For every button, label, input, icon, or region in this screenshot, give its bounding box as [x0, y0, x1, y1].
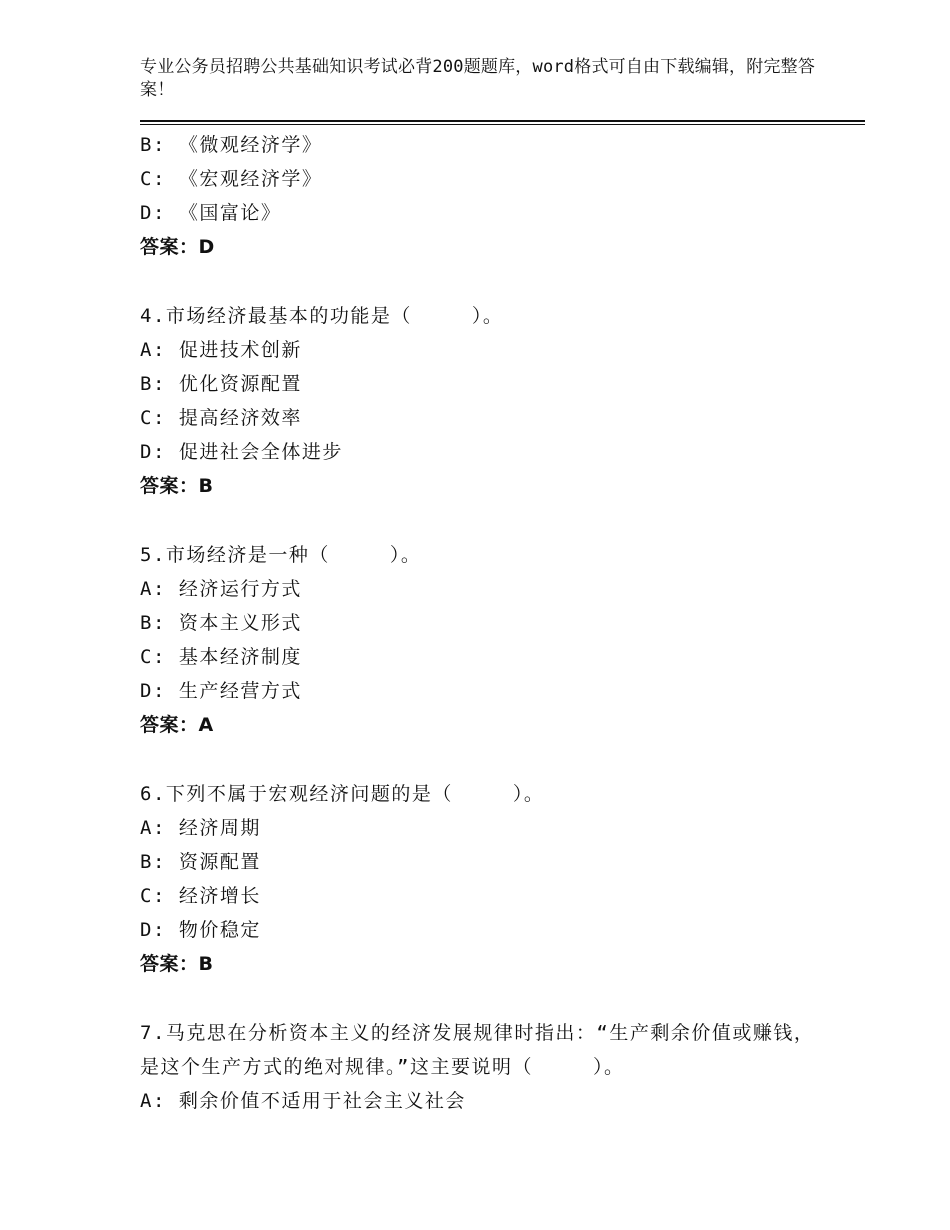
option-a: A: 经济运行方式 — [140, 578, 302, 600]
answer-label: 答案： — [140, 953, 199, 975]
question-list — [140, 128, 860, 1118]
question-stem — [140, 538, 860, 572]
question-4 — [140, 299, 860, 503]
spacer — [140, 981, 860, 1016]
answer-value: A — [198, 714, 214, 736]
stem-text: 4.市场经济最基本的功能是（ — [140, 305, 412, 327]
stem-text: 6.下列不属于宏观经济问题的是（ — [140, 783, 453, 805]
answer-line — [140, 947, 860, 981]
answer-label: 答案： — [140, 714, 199, 736]
option-d: D: 促进社会全体进步 — [140, 441, 343, 463]
question-stem — [140, 777, 860, 811]
question-6 — [140, 777, 860, 981]
spacer — [140, 742, 860, 777]
answer-label: 答案： — [140, 236, 199, 258]
option-b: B: 资本主义形式 — [140, 612, 302, 634]
stem-end: ）。 — [592, 1056, 625, 1078]
stem-end: ）。 — [389, 544, 422, 566]
header-rule-thin — [140, 124, 865, 125]
question-5 — [140, 538, 860, 742]
option-b: B: 资源配置 — [140, 851, 261, 873]
question-3-continued — [140, 128, 860, 264]
answer-line — [140, 469, 860, 503]
answer-line — [140, 708, 860, 742]
question-stem — [140, 299, 860, 333]
question-stem — [140, 1016, 820, 1084]
question-7 — [140, 1016, 860, 1118]
option-c: C: 经济增长 — [140, 885, 261, 907]
stem-end: ）。 — [471, 305, 504, 327]
option-b: B: 《微观经济学》 — [140, 134, 323, 156]
option-a: A: 经济周期 — [140, 817, 261, 839]
answer-value: B — [198, 953, 214, 975]
option-d: D: 生产经营方式 — [140, 680, 302, 702]
option-d: D: 物价稳定 — [140, 919, 261, 941]
document-header: 专业公务员招聘公共基础知识考试必背200题题库，word格式可自由下载编辑，附完整答案！ — [140, 57, 816, 100]
option-c: C: 《宏观经济学》 — [140, 168, 323, 190]
header-rule-thick — [140, 120, 865, 122]
option-b: B: 优化资源配置 — [140, 373, 302, 395]
answer-label: 答案： — [140, 475, 199, 497]
stem-text: 5.市场经济是一种（ — [140, 544, 330, 566]
answer-value: B — [198, 475, 214, 497]
answer-value: D — [198, 236, 215, 258]
option-c: C: 提高经济效率 — [140, 407, 302, 429]
answer-line — [140, 230, 860, 264]
spacer — [140, 503, 860, 538]
stem-end: ）。 — [512, 783, 545, 805]
option-c: C: 基本经济制度 — [140, 646, 302, 668]
option-a: A: 促进技术创新 — [140, 339, 302, 361]
option-d: D: 《国富论》 — [140, 202, 282, 224]
option-a: A: 剩余价值不适用于社会主义社会 — [140, 1090, 466, 1112]
stem-text: 7.马克思在分析资本主义的经济发展规律时指出：“生产剩余价值或赚钱，是这个生产方式的绝对规律。”这主要说明（ — [140, 1022, 815, 1078]
spacer — [140, 264, 860, 299]
